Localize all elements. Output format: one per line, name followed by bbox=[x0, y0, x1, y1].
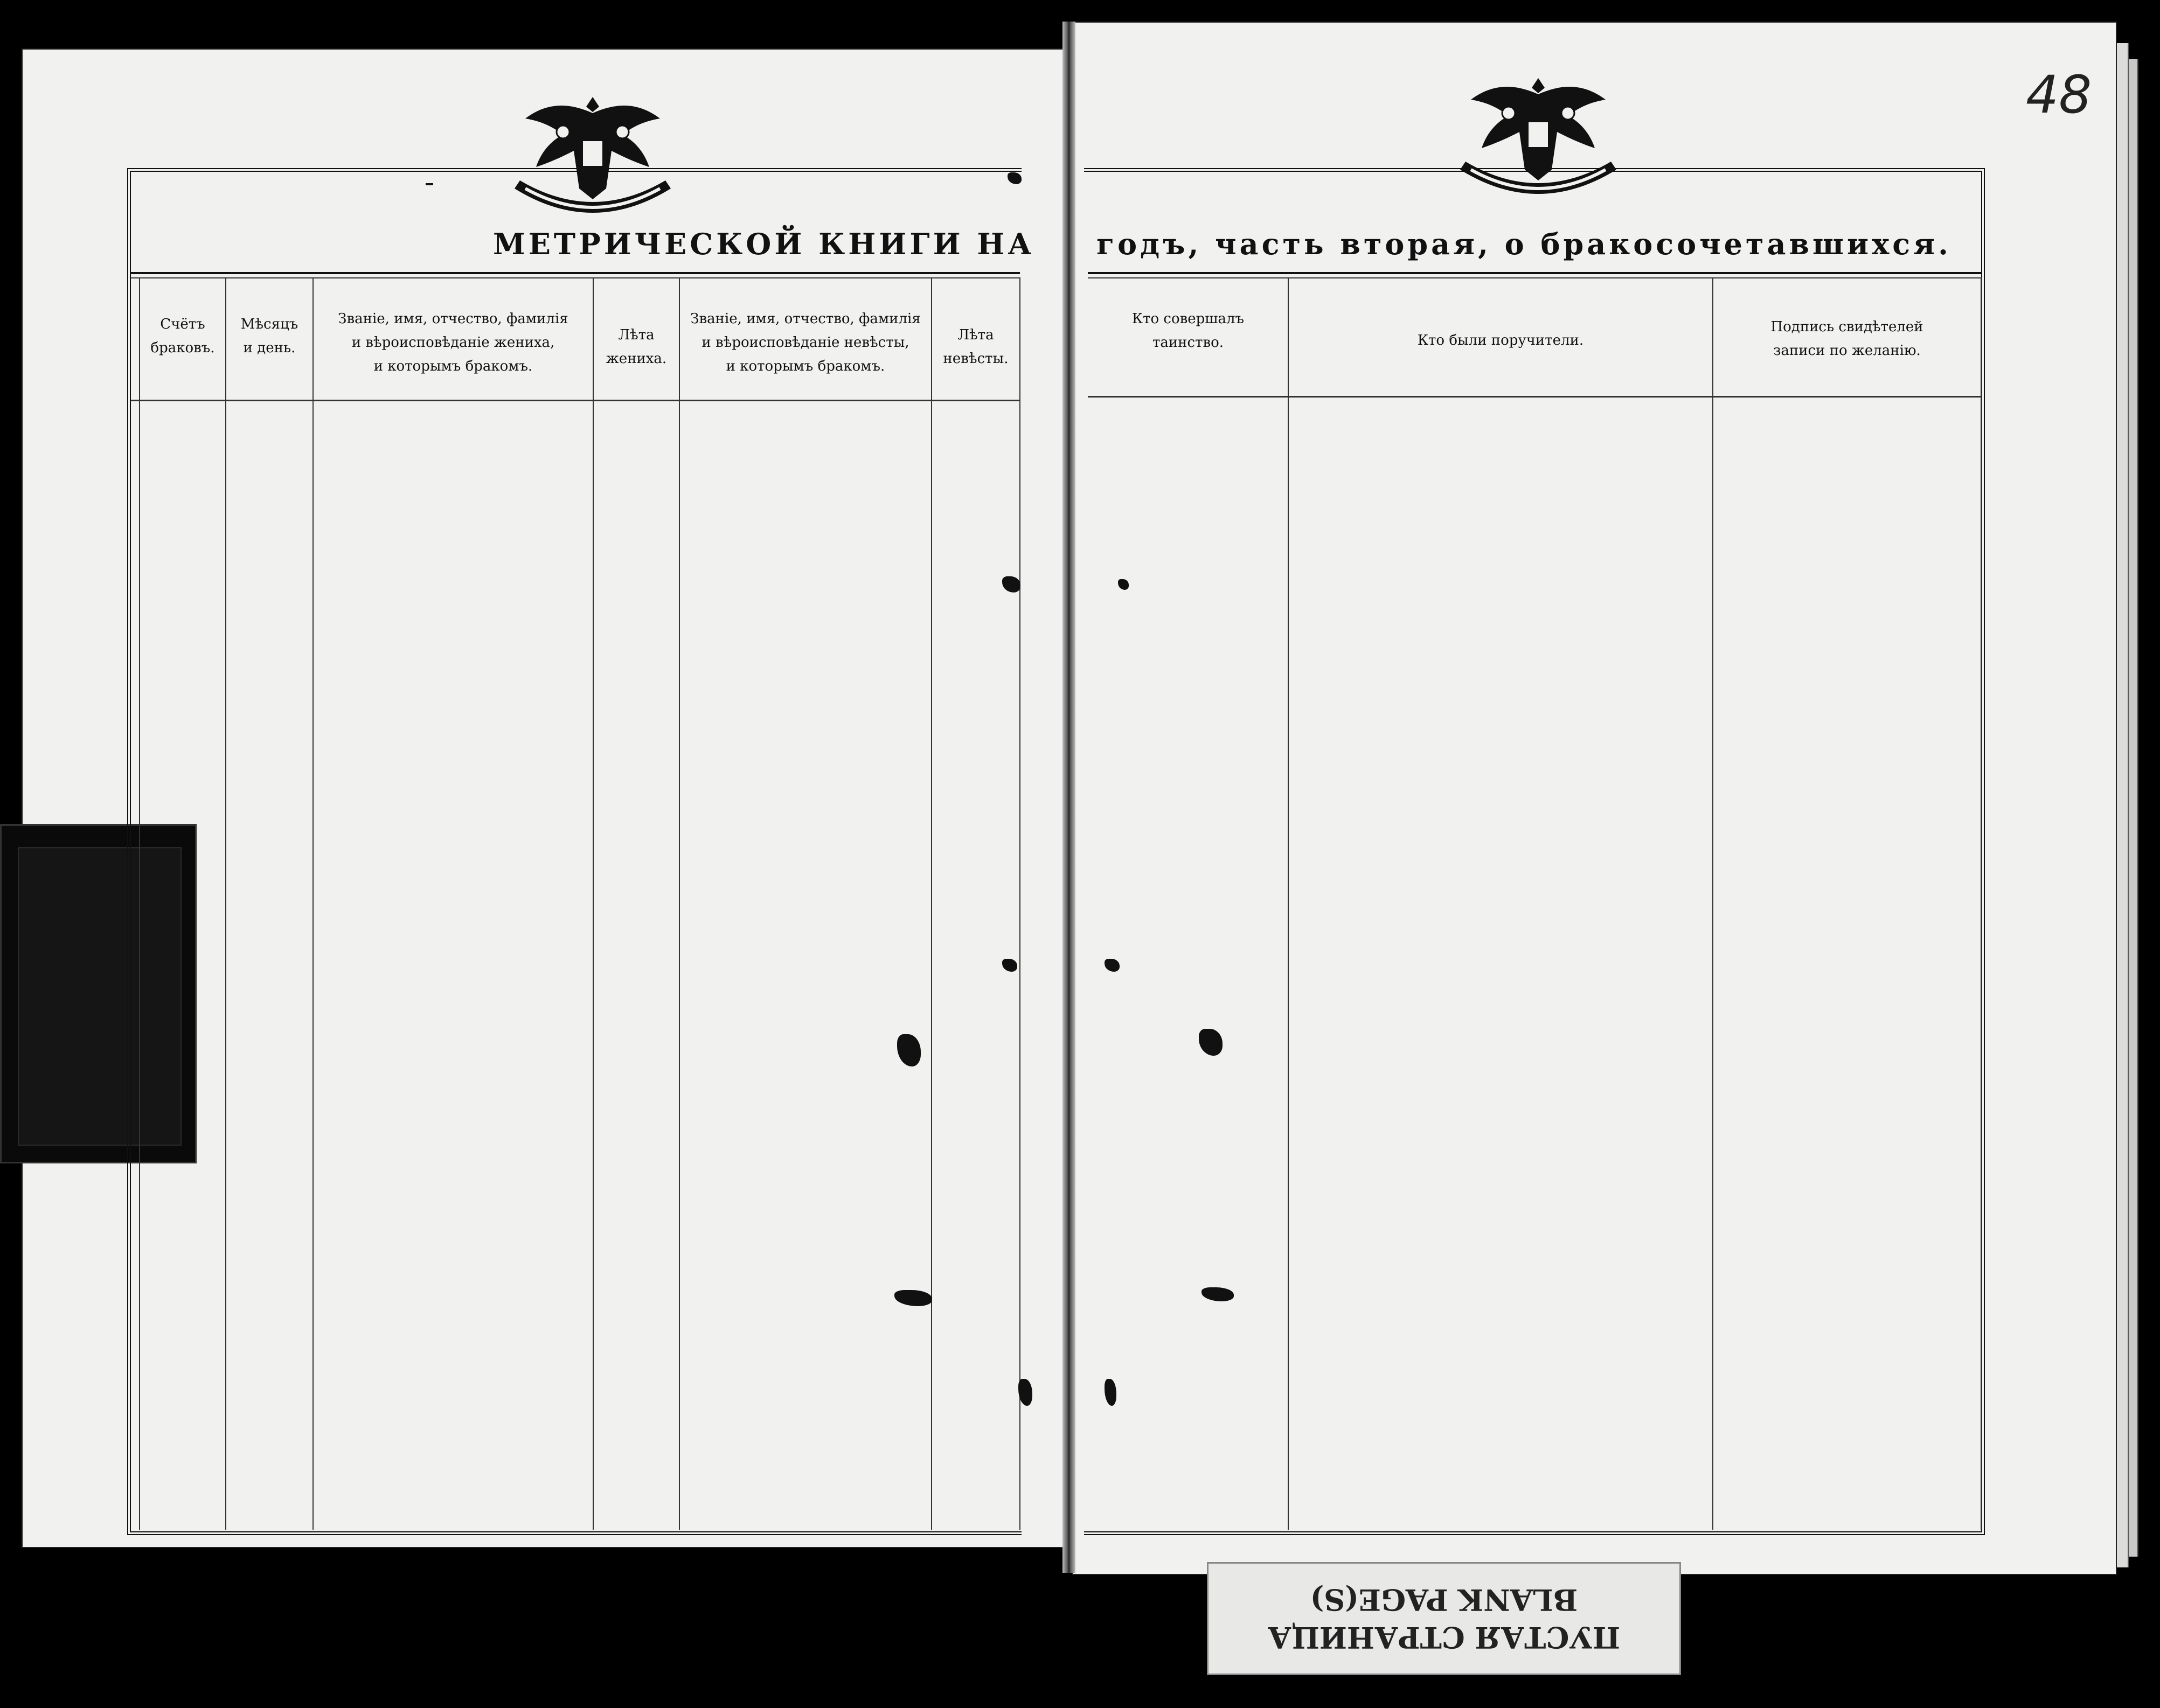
blank-page-stamp: ПУСТАЯ СТРАНИЦА BLANK PAGE(S) bbox=[1207, 1562, 1681, 1675]
imperial-eagle-emblem-left bbox=[504, 81, 682, 221]
column-divider bbox=[1288, 277, 1289, 1530]
column-divider bbox=[225, 277, 226, 1530]
book-gutter bbox=[1062, 22, 1075, 1573]
column-header-guarantors: Кто были поручители. bbox=[1417, 332, 1584, 348]
right-table-frame bbox=[1084, 168, 1985, 1535]
column-header-groom: Званіе, имя, отчество, фамилія и вѣроисповѣданіе жениха, и которымъ бракомъ. bbox=[338, 311, 568, 374]
column-divider bbox=[1019, 277, 1020, 1530]
column-header-month-day: Мѣсяцъ и день. bbox=[240, 316, 298, 356]
column-divider bbox=[593, 277, 594, 1530]
column-header-marriage-count: Счётъ браковъ. bbox=[150, 316, 215, 356]
column-header-witness-signature: Подпись свидѣтелей записи по желанію. bbox=[1770, 319, 1923, 359]
column-header-officiant: Кто совершалъ таинство. bbox=[1131, 311, 1245, 351]
header-rule bbox=[1088, 272, 1982, 274]
column-divider bbox=[1712, 277, 1713, 1530]
column-divider bbox=[312, 277, 314, 1530]
column-divider bbox=[679, 277, 680, 1530]
page-number: 48 bbox=[2026, 65, 2092, 125]
right-page-title: годъ, часть вторая, о бракосочетавшихся. bbox=[1096, 227, 1951, 261]
header-bottom-rule bbox=[131, 400, 1020, 401]
imperial-eagle-emblem-right bbox=[1449, 62, 1627, 202]
header-rule bbox=[131, 272, 1020, 274]
column-header-bride: Званіе, имя, отчество, фамилія и вѣроисповѣданіе невѣсты, и которымъ бракомъ. bbox=[690, 311, 921, 374]
column-header-bride-age: Лѣта невѣсты. bbox=[943, 327, 1009, 367]
header-bottom-rule bbox=[1088, 396, 1982, 398]
column-header-groom-age: Лѣта жениха. bbox=[606, 327, 667, 367]
header-rule bbox=[1088, 277, 1982, 278]
column-divider bbox=[931, 277, 932, 1530]
page-edge bbox=[2128, 59, 2138, 1557]
column-divider bbox=[139, 277, 140, 1530]
mark bbox=[426, 183, 433, 185]
left-page-title: МЕТРИЧЕСКОЙ КНИГИ НА bbox=[493, 227, 1035, 261]
header-rule bbox=[131, 277, 1020, 278]
column-divider bbox=[1981, 277, 1982, 1530]
